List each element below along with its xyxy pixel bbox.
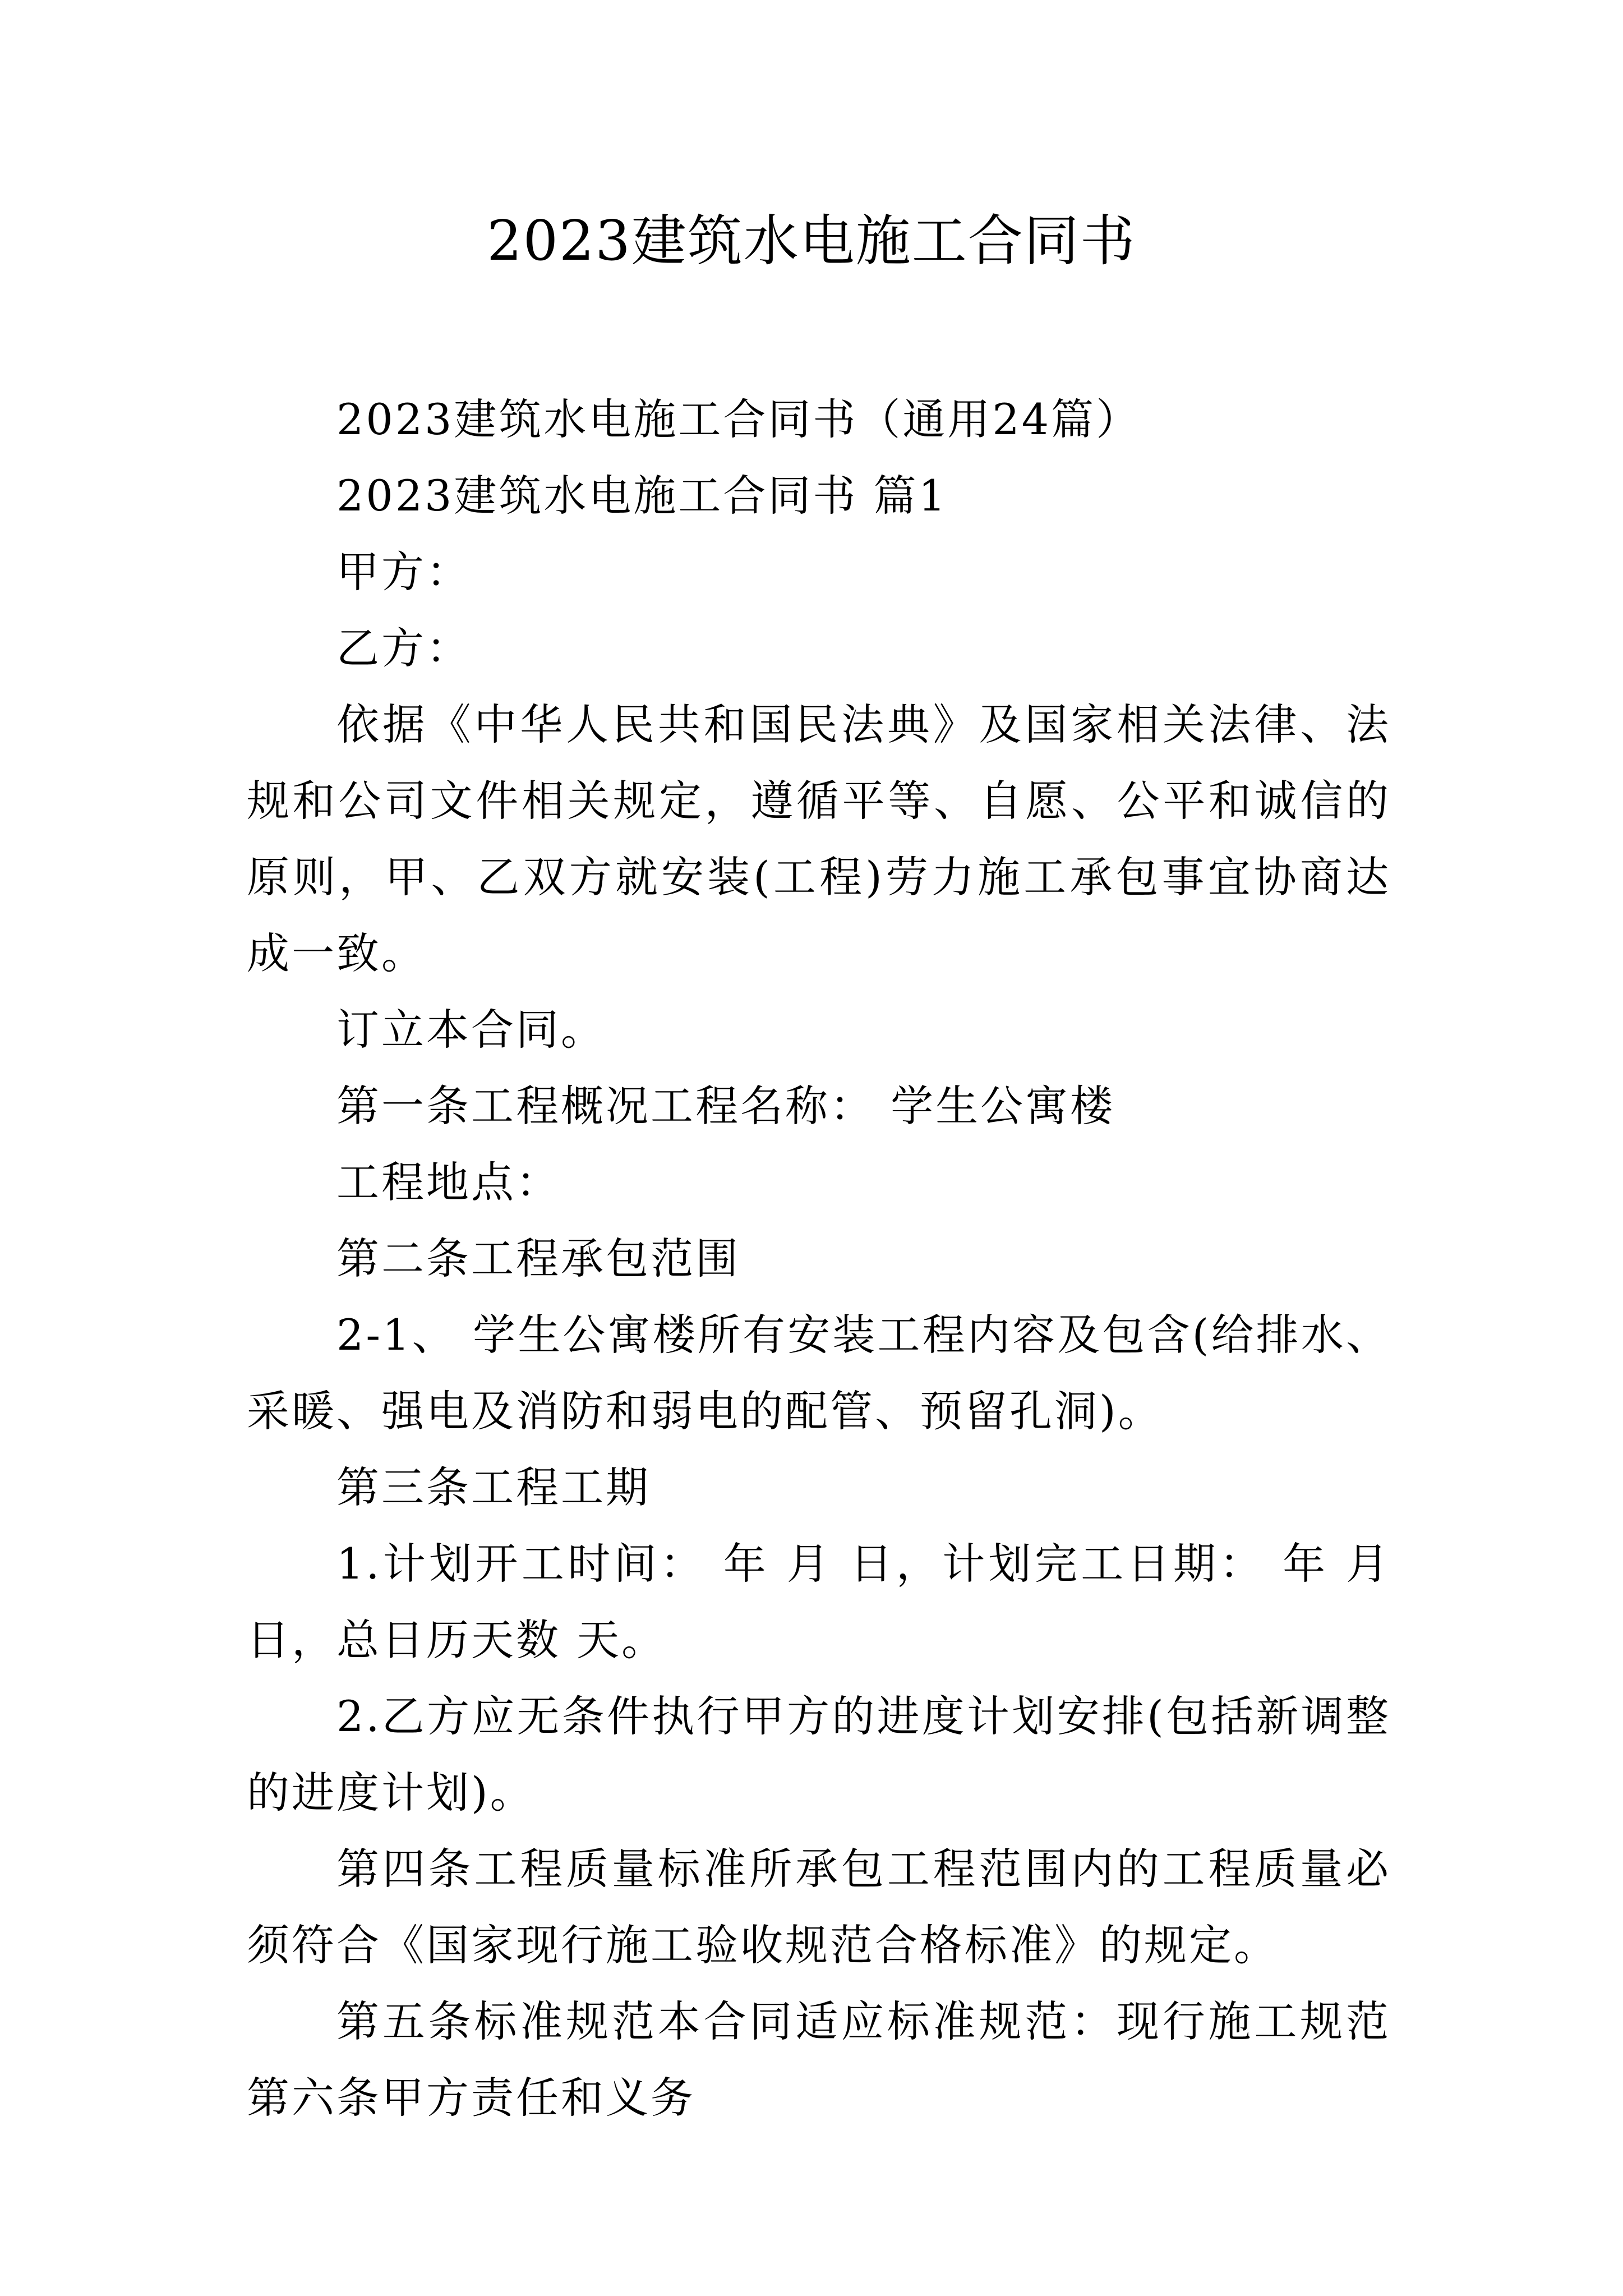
- document-body: [247, 381, 1391, 2136]
- paragraph-party-b: 乙方：: [336, 623, 471, 673]
- paragraph-project-location: 工程地点：: [336, 1157, 561, 1207]
- paragraph-preamble: 依据《中华人民共和国民法典》及国家相关法律、法规和公司文件相关规定，遵循平等、自愿、公平和诚信的原则，甲、乙双方就安装(工程)劳力施工承包事宜协商达成一致。: [247, 700, 1391, 978]
- paragraph-article-2: 第二条工程承包范围: [336, 1234, 740, 1283]
- paragraph-clause-3-2: 2.乙方应无条件执行甲方的进度计划安排(包括新调整的进度计划)。: [247, 1691, 1391, 1818]
- paragraph-section-heading: 2023建筑水电施工合同书 篇1: [336, 471, 948, 521]
- paragraph-party-a: 甲方：: [336, 547, 471, 597]
- paragraph-subtitle: 2023建筑水电施工合同书（通用24篇）: [336, 394, 1141, 444]
- paragraph-clause-2-1: 2-1、 学生公寓楼所有安装工程内容及包含(给排水、采暖、强电及消防和弱电的配管、预留孔洞)。: [247, 1310, 1391, 1436]
- paragraph-article-5: 第五条标准规范本合同适应标准规范：现行施工规范第六条甲方责任和义务: [247, 1996, 1391, 2123]
- paragraph-clause-3-1: 1.计划开工时间： 年 月 日，计划完工日期： 年 月 日，总日历天数 天。: [247, 1539, 1391, 1665]
- document-title: 2023建筑水电施工合同书: [487, 209, 1136, 273]
- paragraph-article-1: 第一条工程概况工程名称： 学生公寓楼: [336, 1081, 1115, 1131]
- paragraph-article-3: 第三条工程工期: [336, 1462, 651, 1512]
- paragraph-article-4: 第四条工程质量标准所承包工程范围内的工程质量必须符合《国家现行施工验收规范合格标准》的规定。: [247, 1844, 1391, 1970]
- paragraph-conclusion: 订立本合同。: [336, 1005, 606, 1055]
